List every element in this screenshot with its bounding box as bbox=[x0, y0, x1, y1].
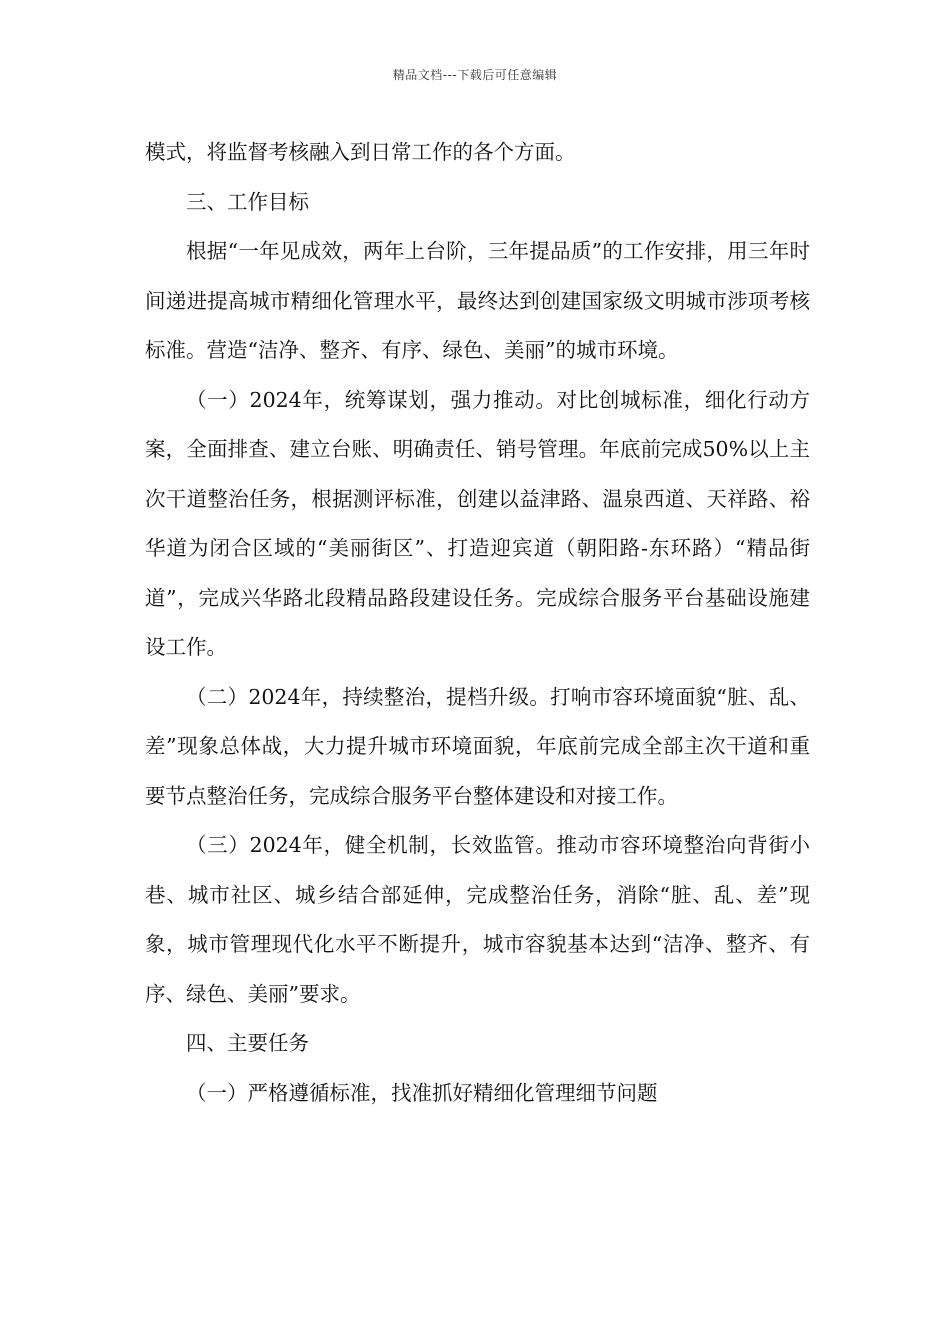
paragraph-goals-intro: 根据“一年见成效，两年上台阶，三年提品质”的工作安排，用三年时间递进提高城市精细化管理水平，最终达到创建国家级文明城市涉项考核标准。营造“洁净、整齐、有序、绿色、美丽”的城市环境。 bbox=[145, 239, 810, 362]
page-header: 精品文档---下载后可任意编辑 bbox=[392, 68, 558, 82]
section-heading-main-tasks: 四、主要任务 bbox=[186, 1031, 309, 1055]
document-body bbox=[145, 128, 810, 1118]
paragraph-continuation: 模式，将监督考核融入到日常工作的各个方面。 bbox=[145, 140, 576, 164]
subsection-heading-task-one: （一）严格遵循标准，找准抓好精细化管理细节问题 bbox=[186, 1080, 658, 1105]
paragraph-goal-two: （二）2024年，持续整治，提档升级。打响市容环境面貌“脏、乱、差”现象总体战，大力提升城市环境面貌，年底前完成全部主次干道和重要节点整治任务，完成综合服务平台整体建设和对接工作。 bbox=[145, 684, 810, 808]
paragraph-goal-one: （一）2024年，统筹谋划，强力推动。对比创城标准，细化行动方案，全面排查、建立台账、明确责任、销号管理。年底前完成50%以上主次干道整治任务，根据测评标准，创建以益津路、温泉西道、天祥路、裕华道为闭合区域的“美丽街区”、打造迎宾道（朝阳路-东环路）“精品街道”，完成兴华路北段精品路段建设任务。完成综合服务平台基础设施建设工作。 bbox=[145, 387, 810, 659]
section-heading-work-goals: 三、工作目标 bbox=[186, 189, 309, 214]
paragraph-goal-three: （三）2024年，健全机制，长效监管。推动市容环境整治向背街小巷、城市社区、城乡结合部延伸，完成整治任务，消除“脏、乱、差”现象，城市管理现代化水平不断提升，城市容貌基本达到“洁净、整齐、有序、绿色、美丽”要求。 bbox=[145, 833, 810, 1006]
